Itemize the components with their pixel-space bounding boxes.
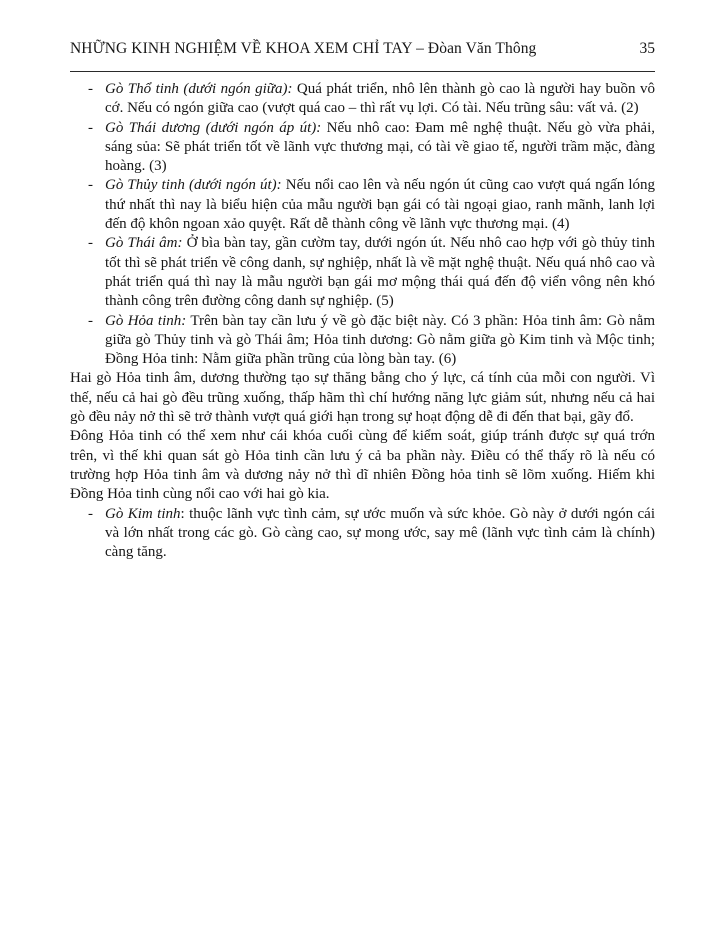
list-item-go-tho-tinh [88, 80, 655, 119]
item-body: Trên bàn tay cần lưu ý về gò đặc biệt này. Có 3 phần: Hỏa tinh âm: Gò nằm giữa gò Thủy tinh và gò Thái âm; Hỏa tinh dương: Gò nằm giữa gò Kim tinh và Mộc tinh; Đồng Hỏa tinh: Nằm giữa phần trũng của lòng bàn tay. (6) [105, 312, 655, 368]
bullet-dash: - [88, 177, 93, 194]
bullet-dash: - [88, 505, 93, 522]
list-item-go-thai-am [88, 234, 655, 311]
paragraph-dong-hoa-tinh [70, 427, 655, 504]
term-label: Gò Thủy tinh (dưới ngón út): [105, 177, 282, 194]
term-label: Gò Kim tinh [105, 505, 181, 522]
bullet-dash: - [88, 235, 93, 252]
list-item-go-thai-duong [88, 119, 655, 177]
list-item-go-thuy-tinh [88, 176, 655, 234]
list-item-go-kim-tinh [88, 505, 655, 563]
bullet-dash: - [88, 119, 93, 136]
list-item-text [105, 176, 655, 234]
list-item-text [105, 80, 655, 119]
term-label: Gò Hỏa tinh: [105, 312, 187, 329]
running-title: NHỮNG KINH NGHIỆM VỀ KHOA XEM CHỈ TAY – Đòan Văn Thông [70, 40, 537, 57]
list-item-text [105, 234, 655, 311]
list-item-text [105, 119, 655, 177]
list-item-text [105, 505, 655, 563]
page-number: 35 [639, 40, 655, 57]
item-body: Ở bìa bàn tay, gần cườm tay, dưới ngón út. Nếu nhô cao hợp với gò thủy tinh tốt thì sẽ phát triển về công danh, sự nghiệp, nhất là về mặt nghệ thuật. Nếu quá nhô cao và phát triển quá thì nay là mẫu người bạn gái mơ mộng thái quá đến độ viển vông nên khó thành công trên đường công danh sự nghiệp. (5) [105, 235, 655, 310]
item-body: Nếu nổi cao lên và nếu ngón út cũng cao vượt quá ngấn lóng thứ nhất thì nay là biểu hiện của mẫu người bạn gái có tài ngoại giao, ranh mãnh, lanh lợi đến độ khôn ngoan xảo quyệt. Rất dễ thành công về lãnh vực thương mại. (4) [105, 177, 655, 233]
paragraph-text: Hai gò Hỏa tinh âm, dương thường tạo sự thăng bằng cho ý lực, cá tính của mỗi con người. Vì thế, nếu cả hai gò đều trũng xuống, thấp hãm thì chí hướng năng lực giảm sút, nhưng nếu cả hai gò đều nảy nở thì sẽ trở thành vượt quá giới hạn trong sự hoạt động dễ đi đến that bại, gãy đổ. [70, 370, 655, 426]
term-label: Gò Thái dương (dưới ngón áp út): [105, 119, 322, 136]
page-body [70, 80, 655, 562]
item-body: : thuộc lãnh vực tình cảm, sự ước muốn và sức khỏe. Gò này ở dưới ngón cái và lớn nhất trong các gò. Gò càng cao, sự mong ước, say mê (lãnh vực tình cảm là chính) càng tăng. [105, 505, 655, 561]
list-item-text [105, 312, 655, 370]
item-body: Nếu nhô cao: Đam mê nghệ thuật. Nếu gò vừa phải, sáng sủa: Sẽ phát triển tốt về lãnh vực thương mại, có tài về giao tế, người trầm mặc, đàng hoàng. (3) [105, 119, 655, 175]
bullet-dash: - [88, 312, 93, 329]
term-label: Gò Thổ tinh (dưới ngón giữa): [105, 81, 293, 97]
paragraph-hai-go-hoa-tinh [70, 369, 655, 427]
term-label: Gò Thái âm: [105, 235, 183, 252]
item-body: Quá phát triển, nhô lên thành gò cao là người hay buồn vô cớ. Nếu có ngón giữa cao (vượt quá cao – thì rất vụ lợi. Có tài. Nếu trũng sâu: vất vả. (2) [105, 81, 655, 117]
page-header [70, 40, 655, 72]
paragraph-text: Đông Hỏa tinh có thể xem như cái khóa cuối cùng để kiểm soát, giúp tránh được sự quá trớn trên, vì thế khi quan sát gò Hỏa tinh cần lưu ý cả ba phần này. Điều có thể thấy rõ là nếu có trường hợp Hỏa tinh âm và dương nảy nở thì dĩ nhiên Đồng hỏa tinh sẽ lõm xuống. Hiếm khi Đồng Hỏa tinh cùng nổi cao với hai gò kia. [70, 428, 655, 503]
list-item-go-hoa-tinh [88, 312, 655, 370]
bullet-dash: - [88, 81, 93, 97]
